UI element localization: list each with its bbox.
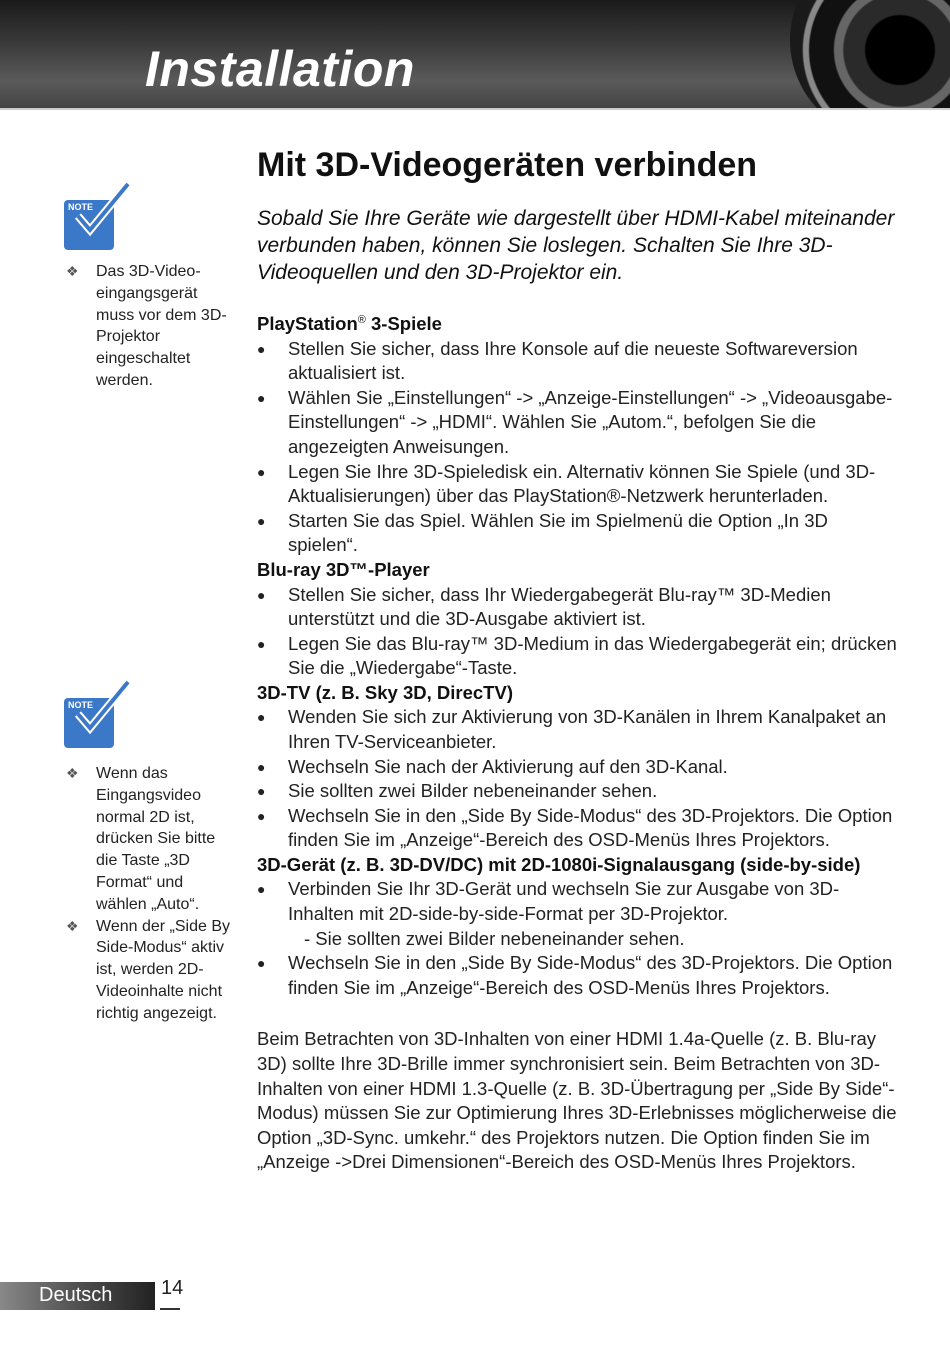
playstation-list xyxy=(257,337,897,558)
diamond-bullet-icon: ❖ xyxy=(66,917,79,934)
list-item: ● Stellen Sie sicher, dass Ihr Wiedergabegerät Blu-ray™ 3D-Medien unterstützt und die 3D-Ausgabe aktiviert ist. xyxy=(257,583,897,632)
list-item: ● Wenden Sie sich zur Aktivierung von 3D-Kanälen in Ihrem Kanalpaket an Ihren TV-Serviceanbieter. xyxy=(257,705,897,754)
note-icon: NOTE xyxy=(64,190,130,252)
section-heading-3dtv: 3D-TV (z. B. Sky 3D, DirecTV) xyxy=(257,681,513,703)
section-heading-3d-device: 3D-Gerät (z. B. 3D-DV/DC) mit 2D-1080i-Signalausgang (side-by-side) xyxy=(257,853,861,875)
page-title: Mit 3D-Videogeräten verbinden xyxy=(257,146,758,184)
page-number: 14 xyxy=(161,1277,184,1299)
page-header xyxy=(0,0,950,108)
list-item: ● Wechseln Sie in den „Side By Side-Modus“ des 3D-Projektors. Die Option finden Sie im „Anzeige“-Bereich des OSD-Menüs Ihres Projektors. xyxy=(257,804,897,853)
note-item: ❖ Das 3D-Video-eingangsgerät muss vor dem 3D-Projektor eingeschaltet werden. xyxy=(66,263,227,389)
list-item: ● Wechseln Sie nach der Aktivierung auf den 3D-Kanal. xyxy=(257,755,897,780)
projector-lens-graphic xyxy=(790,0,950,108)
note-2 xyxy=(64,763,234,1025)
list-item: ● Starten Sie das Spiel. Wählen Sie im Spielmenü die Option „In 3D spielen“. xyxy=(257,509,897,558)
list-item: ● Verbinden Sie Ihr 3D-Gerät und wechseln Sie zur Ausgabe von 3D-Inhalten mit 2D-side-by-side-Format per 3D-Projektor. - Sie sollten zwei Bilder nebeneinander sehen. xyxy=(257,877,897,951)
note-icon: NOTE xyxy=(64,688,130,750)
footer-divider xyxy=(160,1308,180,1310)
main-content xyxy=(257,140,897,1175)
list-item: ● Legen Sie das Blu-ray™ 3D-Medium in das Wiedergabegerät ein; drücken Sie die „Wiedergabe“-Taste. xyxy=(257,632,897,681)
bluray-list xyxy=(257,583,897,681)
sub-item: - Sie sollten zwei Bilder nebeneinander sehen. xyxy=(304,927,685,949)
intro-text: Sobald Sie Ihre Geräte wie dargestellt über HDMI-Kabel miteinander verbunden haben, können Sie loslegen. Schalten Sie Ihre 3D-Videoquellen und den 3D-Projektor ein. xyxy=(257,207,895,284)
section-heading-bluray: Blu-ray 3D™-Player xyxy=(257,559,430,580)
list-item: ● Sie sollten zwei Bilder nebeneinander sehen. xyxy=(257,779,897,804)
section-heading-playstation: PlayStation® 3-Spiele xyxy=(257,313,442,335)
diamond-bullet-icon: ❖ xyxy=(66,765,79,781)
3dtv-list xyxy=(257,705,897,853)
diamond-bullet-icon: ❖ xyxy=(66,263,79,279)
list-item: ● Stellen Sie sicher, dass Ihre Konsole auf die neueste Softwareversion aktualisiert ist. xyxy=(257,337,897,386)
3d-device-list xyxy=(257,877,897,1000)
note-1 xyxy=(64,261,234,392)
footer-language: Deutsch xyxy=(39,1284,113,1306)
header-title: Installation xyxy=(145,41,415,97)
list-item: ● Wählen Sie „Einstellungen“ -> „Anzeige-Einstellungen“ -> „Videoausgabe-Einstellungen“ -> „HDMI“. Wählen Sie „Autom.“, befolgen Sie die angezeigten Anweisungen. xyxy=(257,386,897,460)
note-item: ❖ Wenn das Eingangsvideo normal 2D ist, drücken Sie bitte die Taste „3D Format“ und wählen „Auto“. xyxy=(66,765,216,913)
closing-paragraph: Beim Betrachten von 3D-Inhalten von einer HDMI 1.4a-Quelle (z. B. Blu-ray 3D) sollte Ihre 3D-Brille immer synchronisiert sein. Beim Betrachten von 3D-Inhalten von einer HDMI 1.3-Quelle (z. B. 3D-Übertragung per „Side By Side“-Modus) müssen Sie zur Optimierung Ihres 3D-Erlebnisses möglicherweise die Option „3D-Sync. umkehr.“ des Projektors nutzen. Die Option finden Sie im „Anzeige ->Drei Dimensionen“-Bereich des OSD-Menüs Ihres Projektors. xyxy=(257,1028,897,1173)
list-item: ● Wechseln Sie in den „Side By Side-Modus“ des 3D-Projektors. Die Option finden Sie im „Anzeige“-Bereich des OSD-Menüs Ihres Projektors. xyxy=(257,951,897,1000)
note-item: ❖ Wenn der „Side By Side-Modus“ aktiv ist, werden 2D-Videoinhalte nicht richtig angezeigt. xyxy=(66,917,230,1022)
list-item: ● Legen Sie Ihre 3D-Spieledisk ein. Alternativ können Sie Spiele (und 3D-Aktualisierungen) über das PlayStation®-Netzwerk herunterladen. xyxy=(257,460,897,509)
header-divider xyxy=(0,108,950,110)
